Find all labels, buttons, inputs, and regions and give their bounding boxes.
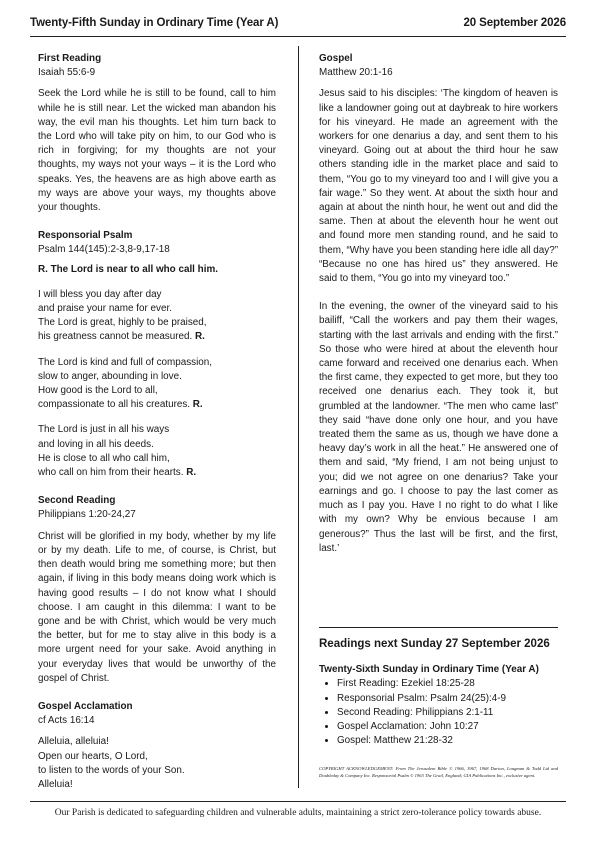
- psalm-stanza: [38, 356, 276, 413]
- second-reading-citation: Philippians 1:20-24,27: [38, 509, 136, 521]
- next-sunday-subtitle: Twenty-Sixth Sunday in Ordinary Time (Year A): [319, 664, 539, 676]
- copyright-notice: COPYRIGHT ACKNOWLEDGEMENT: From The Jerusalem Bible © 1966, 1967, 1968 Darton, Longman & Todd Ltd and Doubleday & Company Inc. Responsorial Psalm © 1963 The Grail, England; GIA Publications Inc., exclusive agent.: [319, 766, 558, 778]
- psalm-verses: [38, 288, 276, 480]
- safeguarding-footer: Our Parish is dedicated to safeguarding children and vulnerable adults, maintaining a strict zero-tolerance policy towards abuse.: [54, 808, 542, 818]
- psalm-line: slow to anger, abounding in love.: [38, 370, 182, 382]
- gospel-paragraph: In the evening, the owner of the vineyard said to his bailiff, “Call the workers and pay them their wages, starting with the last arrivals and ending with the first.” So those who were hired at about the eleventh hour came forward and received one denarius each. When the first came, they expected to get more, but they too received one denarius each. They took it, but grumbled at the landowner. “The men who came last” they said “have done only one hour, and you have treated them the same as us, though we have done a heavy day’s work in all the heat.” He answered one of them and said, “My friend, I am not being unjust to you; did we not agree on one denarius? Take your earnings and go. I choose to pay the last comer as much as I pay you. Have I no right to do what I like with my own? Why be envious because I am generous?” Thus the last will be first, and the first, last.’: [319, 301, 558, 554]
- gospel-acclamation: [38, 700, 276, 792]
- psalm-line: and loving in all his deeds.: [38, 438, 154, 450]
- psalm-line: The Lord is just in all his ways: [38, 424, 170, 436]
- column-divider: [298, 46, 299, 788]
- response-marker: R.: [190, 399, 203, 411]
- psalm-line: The Lord is great, highly to be praised,: [38, 317, 207, 329]
- second-reading: [38, 494, 276, 686]
- acclamation-citation: cf Acts 16:14: [38, 715, 95, 727]
- psalm-title: Responsorial Psalm: [38, 230, 133, 242]
- next-sunday-heading: Readings next Sunday 27 September 2026: [319, 638, 550, 650]
- psalm-line: The Lord is kind and full of compassion,: [38, 356, 213, 368]
- gospel-paragraph: Jesus said to his disciples: ‘The kingdom of heaven is like a landowner going out at daybreak to hire workers for his vineyard. He made an agreement with the workers for one denarius a day, and sent them to his vineyard. Going out at about the third hour he saw others standing idle in the market place and said to them, “You go to my vineyard too and I will give you a fair wage.” So they went. At about the sixth hour and again at about the ninth hour, he went out and did the same. Then at about the eleventh hour he went out and found more men standing round, and he said to them, “Why have you been standing here idle all day?” “Because no one has hired us” they answered. He said to them, “You go into my vineyard too.”: [319, 88, 558, 285]
- acclamation-line: Open our hearts, O Lord,: [38, 750, 148, 762]
- list-item: • Responsorial Psalm: Psalm 24(25):4-9: [337, 692, 558, 706]
- response-marker: R.: [192, 331, 205, 343]
- list-item: • Second Reading: Philippians 2:1-11: [337, 706, 558, 720]
- first-reading: [38, 52, 276, 215]
- next-sunday-divider: [319, 627, 558, 628]
- gospel-title: Gospel: [319, 53, 353, 64]
- psalm-line: How good is the Lord to all,: [38, 385, 158, 397]
- next-sunday-readings: [319, 627, 558, 779]
- second-reading-title: Second Reading: [38, 495, 116, 507]
- psalm-line: He is close to all who call him,: [38, 452, 170, 464]
- psalm-citation: Psalm 144(145):2-3,8-9,17-18: [38, 244, 170, 256]
- acclamation-title: Gospel Acclamation: [38, 700, 133, 712]
- header-divider: [30, 36, 566, 37]
- psalm-line: I will bless you day after day: [38, 288, 162, 300]
- response-marker: R.: [183, 467, 197, 479]
- psalm-line: his greatness cannot be measured. R.: [38, 331, 205, 343]
- psalm-line: who call on him from their hearts. R.: [38, 467, 197, 479]
- acclamation-line: Alleluia!: [38, 778, 73, 790]
- acclamation-line: Alleluia, alleluia!: [38, 736, 109, 748]
- responsorial-psalm: [38, 229, 276, 480]
- right-column: [319, 52, 558, 556]
- left-column: [38, 52, 276, 802]
- second-reading-text: Christ will be glorified in my body, whether by my life or by my death. Life to me, of course, is Christ, but then death would bring me something more; but then again, if living in this body means doing work which is having good results – I do not know what I should choose. I am caught in this dilemma: I want to be gone and be with Christ, which would be very much the better, but for me to stay alive in this body is a more urgent need for your sake. Avoid anything in your everyday lives that would be unworthy of the gospel of Christ.: [38, 530, 276, 684]
- psalm-line: compassionate to all his creatures. R.: [38, 399, 203, 411]
- psalm-response: R. The Lord is near to all who call him.: [38, 263, 218, 275]
- first-reading-title: First Reading: [38, 53, 102, 64]
- list-item: • Gospel Acclamation: John 10:27: [337, 720, 558, 734]
- gospel-citation: Matthew 20:1-16: [319, 67, 393, 79]
- acclamation-lines: [38, 735, 276, 792]
- psalm-line: and praise your name for ever.: [38, 303, 172, 315]
- psalm-stanza: [38, 423, 276, 480]
- list-item: • Gospel: Matthew 21:28-32: [337, 734, 558, 748]
- first-reading-text: Seek the Lord while he is still to be found, call to him while he is still near. Let the wicked man abandon his way, the evil man his thoughts. Let him turn back to the Lord who will take pity on him, to our God who is rich in forgiving; for my thoughts are not your thoughts, my ways not your ways – it is the Lord who speaks. Yes, the heavens are as high above earth as my ways are above your ways, my thoughts above your thoughts.: [38, 88, 276, 214]
- list-item: • First Reading: Ezekiel 18:25-28: [337, 677, 558, 691]
- footer-divider: [30, 801, 566, 802]
- next-sunday-list: [319, 677, 558, 748]
- liturgy-title: Twenty-Fifth Sunday in Ordinary Time (Year A): [30, 17, 279, 29]
- page-header: [30, 17, 566, 29]
- acclamation-line: to listen to the words of your Son.: [38, 764, 185, 776]
- first-reading-citation: Isaiah 55:6-9: [38, 67, 96, 79]
- liturgy-date: 20 September 2026: [463, 17, 566, 29]
- psalm-stanza: [38, 288, 276, 345]
